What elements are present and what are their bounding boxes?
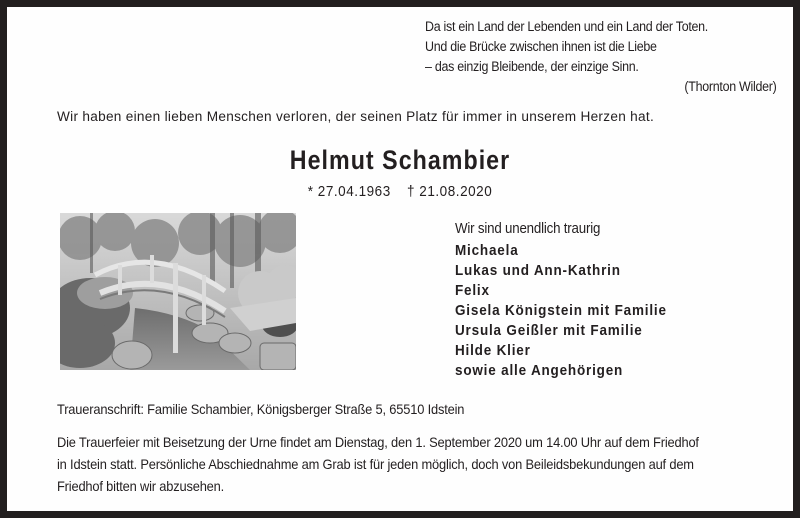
- mourners-block: [455, 221, 690, 381]
- life-dates: [46, 183, 753, 200]
- obituary-card: [7, 7, 793, 511]
- deceased-name: Helmut Schambier: [289, 145, 511, 175]
- intro-text: Wir haben einen lieben Menschen verloren, der seinen Platz für immer in unserem Herzen hat.: [57, 109, 655, 125]
- quote-block: [425, 17, 777, 97]
- mourner-name: sowie alle Angehörigen: [455, 362, 624, 379]
- mourner-name: Felix: [455, 282, 490, 299]
- quote-line: Da ist ein Land der Lebenden und ein Land der Toten.: [425, 19, 708, 34]
- ceremony-notice: [57, 431, 775, 497]
- mourner-name: Michaela: [455, 242, 519, 259]
- ceremony-line: Friedhof bitten wir abzusehen.: [57, 478, 225, 494]
- bridge-image-icon: [60, 213, 296, 370]
- mourner-name: Hilde Klier: [455, 342, 531, 359]
- bridge-photo: [60, 213, 296, 370]
- mourner-name: Ursula Geißler mit Familie: [455, 322, 643, 339]
- quote-line: – das einzig Bleibende, der einzige Sinn.: [425, 59, 639, 74]
- ceremony-line: Die Trauerfeier mit Beisetzung der Urne findet am Dienstag, den 1. September 2020 um 14.00 Uhr auf dem Friedhof: [57, 434, 699, 450]
- ceremony-line: in Idstein statt. Persönliche Abschiednahme am Grab ist für jeden möglich, doch von Beileidsbekundungen auf dem: [57, 456, 694, 472]
- quote-line: Und die Brücke zwischen ihnen ist die Liebe: [425, 39, 657, 54]
- quote-author: (Thornton Wilder): [684, 79, 777, 94]
- mourner-name: Lukas und Ann-Kathrin: [455, 262, 621, 279]
- birth-date: * 27.04.1963: [307, 183, 391, 200]
- death-date: † 21.08.2020: [406, 183, 493, 200]
- mourners-lead: Wir sind unendlich traurig: [455, 221, 601, 237]
- mourners-list: [455, 241, 690, 381]
- mourning-address: Traueranschrift: Familie Schambier, Königsberger Straße 5, 65510 Idstein: [57, 401, 465, 417]
- mourner-name: Gisela Königstein mit Familie: [455, 302, 667, 319]
